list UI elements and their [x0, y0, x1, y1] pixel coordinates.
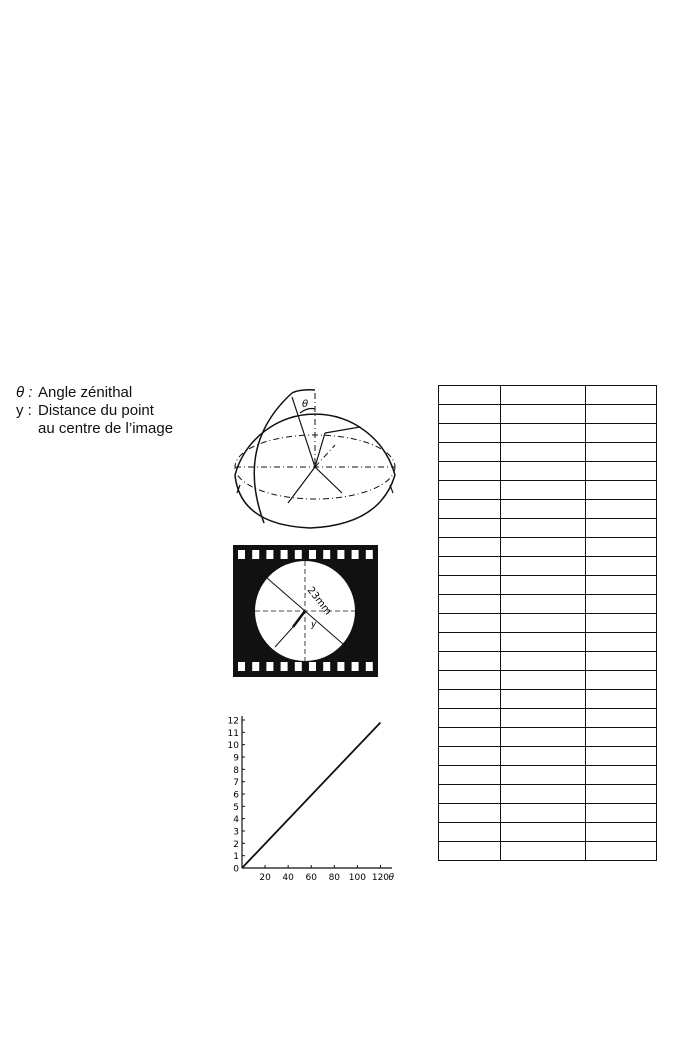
- x-axis-label: θ: [388, 873, 394, 882]
- perforation: [295, 550, 302, 559]
- film-frame-diagram: [233, 545, 378, 677]
- table-row: [439, 652, 657, 671]
- table-row: [439, 443, 657, 462]
- table-row: [439, 538, 657, 557]
- perforation: [309, 550, 316, 559]
- perforation: [352, 550, 359, 559]
- table-cell: [439, 462, 501, 481]
- table-row: [439, 576, 657, 595]
- perforation: [337, 550, 344, 559]
- y-tick-label: 6: [233, 790, 239, 801]
- table-cell: [586, 405, 657, 424]
- table-cell: [501, 823, 586, 842]
- ray-line-4: [288, 467, 315, 503]
- table-cell: [586, 747, 657, 766]
- y-tick-label: 10: [227, 741, 239, 752]
- table-cell: [586, 823, 657, 842]
- perforation: [337, 662, 344, 671]
- y-symbol: y :: [16, 402, 32, 419]
- table-row: [439, 405, 657, 424]
- series-line: [242, 722, 380, 868]
- table-cell: [439, 842, 501, 861]
- perforation: [266, 550, 273, 559]
- y-tick-label: 2: [233, 839, 239, 850]
- table-cell: [439, 747, 501, 766]
- table-cell: [586, 386, 657, 405]
- table-cell: [586, 785, 657, 804]
- table-cell: [586, 842, 657, 861]
- table-cell: [501, 519, 586, 538]
- perforation: [366, 550, 373, 559]
- table-cell: [501, 576, 586, 595]
- table-cell: [439, 424, 501, 443]
- table-cell: [439, 785, 501, 804]
- table-row: [439, 671, 657, 690]
- table-cell: [439, 671, 501, 690]
- table-cell: [501, 633, 586, 652]
- table-cell: [439, 766, 501, 785]
- table-cell: [501, 595, 586, 614]
- legend: [16, 384, 173, 438]
- perforation: [281, 550, 288, 559]
- y-tick-label: 4: [233, 815, 239, 826]
- legend-theta: [16, 384, 173, 402]
- perforation: [366, 662, 373, 671]
- table-cell: [586, 633, 657, 652]
- dome-base-front: [235, 475, 395, 528]
- linear-chart: [222, 710, 422, 882]
- perforation: [295, 662, 302, 671]
- meridian-arc: [254, 393, 292, 523]
- y-tick-label: 0: [233, 864, 239, 875]
- table-cell: [586, 424, 657, 443]
- table-row: [439, 633, 657, 652]
- ray-line-5: [315, 467, 342, 493]
- table-cell: [439, 595, 501, 614]
- theta-label: θ: [302, 399, 309, 410]
- perforation: [266, 662, 273, 671]
- table-row: [439, 500, 657, 519]
- table-cell: [439, 823, 501, 842]
- table-cell: [439, 519, 501, 538]
- legend-y: [16, 402, 173, 420]
- diameter-label: 23mm: [304, 585, 334, 618]
- x-tick-label: 20: [259, 873, 271, 882]
- table-cell: [501, 424, 586, 443]
- table-cell: [439, 481, 501, 500]
- table-cell: [439, 633, 501, 652]
- table-cell: [501, 747, 586, 766]
- table-row: [439, 424, 657, 443]
- table-cell: [586, 804, 657, 823]
- table-cell: [501, 690, 586, 709]
- x-tick-label: 80: [328, 873, 341, 882]
- table-cell: [586, 690, 657, 709]
- table-cell: [586, 766, 657, 785]
- table-cell: [439, 728, 501, 747]
- y-tick-label: 11: [227, 728, 239, 739]
- table-row: [439, 557, 657, 576]
- table-cell: [586, 557, 657, 576]
- table-cell: [439, 652, 501, 671]
- x-tick-label: 40: [282, 873, 294, 882]
- table-row: [439, 519, 657, 538]
- table-row: [439, 785, 657, 804]
- table-cell: [501, 728, 586, 747]
- table-row: [439, 481, 657, 500]
- perforation: [323, 662, 330, 671]
- table-cell: [501, 842, 586, 861]
- table-row: [439, 823, 657, 842]
- theta-symbol: θ :: [16, 384, 33, 401]
- hemisphere-diagram: [230, 385, 400, 535]
- table-cell: [501, 405, 586, 424]
- empty-table: [438, 385, 657, 861]
- y-description-line1: Distance du point: [38, 402, 154, 419]
- perforation: [238, 550, 245, 559]
- y-tick-label: 5: [233, 802, 239, 813]
- y-tick-label: 1: [233, 852, 239, 863]
- table-row: [439, 766, 657, 785]
- ray-line-2: [315, 433, 325, 467]
- x-tick-label: 100: [348, 873, 366, 882]
- table-cell: [586, 576, 657, 595]
- table-cell: [586, 462, 657, 481]
- table-cell: [501, 538, 586, 557]
- perforation: [323, 550, 330, 559]
- table-cell: [439, 386, 501, 405]
- y-tick-label: 8: [233, 765, 239, 776]
- table-cell: [439, 538, 501, 557]
- x-tick-label: 120: [371, 873, 390, 882]
- table-row: [439, 386, 657, 405]
- table-cell: [501, 557, 586, 576]
- ray-line-3: [325, 427, 360, 433]
- perforation: [309, 662, 316, 671]
- table-cell: [586, 728, 657, 747]
- table-row: [439, 747, 657, 766]
- table-cell: [439, 804, 501, 823]
- perforation: [281, 662, 288, 671]
- meridian-top: [292, 390, 315, 393]
- table-cell: [586, 481, 657, 500]
- perforation: [238, 662, 245, 671]
- table-cell: [501, 500, 586, 519]
- y-tick-label: 3: [233, 827, 239, 838]
- table-cell: [501, 785, 586, 804]
- table-cell: [501, 481, 586, 500]
- table-row: [439, 728, 657, 747]
- y-label: y: [311, 620, 317, 630]
- table-row: [439, 690, 657, 709]
- y-tick-label: 7: [233, 778, 239, 789]
- table-cell: [439, 557, 501, 576]
- table-cell: [439, 690, 501, 709]
- table-row: [439, 462, 657, 481]
- table-cell: [439, 405, 501, 424]
- perforation: [352, 662, 359, 671]
- table-cell: [501, 804, 586, 823]
- table-row: [439, 595, 657, 614]
- table-cell: [586, 519, 657, 538]
- table-cell: [501, 443, 586, 462]
- table-cell: [439, 443, 501, 462]
- table-cell: [501, 614, 586, 633]
- table-cell: [501, 462, 586, 481]
- table-cell: [501, 709, 586, 728]
- table-cell: [439, 614, 501, 633]
- table-cell: [501, 386, 586, 405]
- perforation: [252, 662, 259, 671]
- table-row: [439, 709, 657, 728]
- perforation: [252, 550, 259, 559]
- table-row: [439, 842, 657, 861]
- table-cell: [586, 500, 657, 519]
- x-tick-label: 60: [305, 873, 317, 882]
- theta-description: Angle zénithal: [38, 384, 133, 401]
- table-cell: [586, 709, 657, 728]
- table-cell: [586, 443, 657, 462]
- table-cell: [586, 538, 657, 557]
- table-row: [439, 804, 657, 823]
- y-description-line2: au centre de l’image: [38, 420, 174, 437]
- table-cell: [501, 652, 586, 671]
- table-cell: [586, 595, 657, 614]
- table-row: [439, 614, 657, 633]
- table-cell: [586, 614, 657, 633]
- table-cell: [439, 709, 501, 728]
- table-cell: [586, 671, 657, 690]
- y-tick-label: 9: [233, 753, 239, 764]
- table-cell: [501, 671, 586, 690]
- y-tick-label: 12: [227, 716, 239, 727]
- table-cell: [586, 652, 657, 671]
- table-cell: [439, 576, 501, 595]
- table-cell: [501, 766, 586, 785]
- table-cell: [439, 500, 501, 519]
